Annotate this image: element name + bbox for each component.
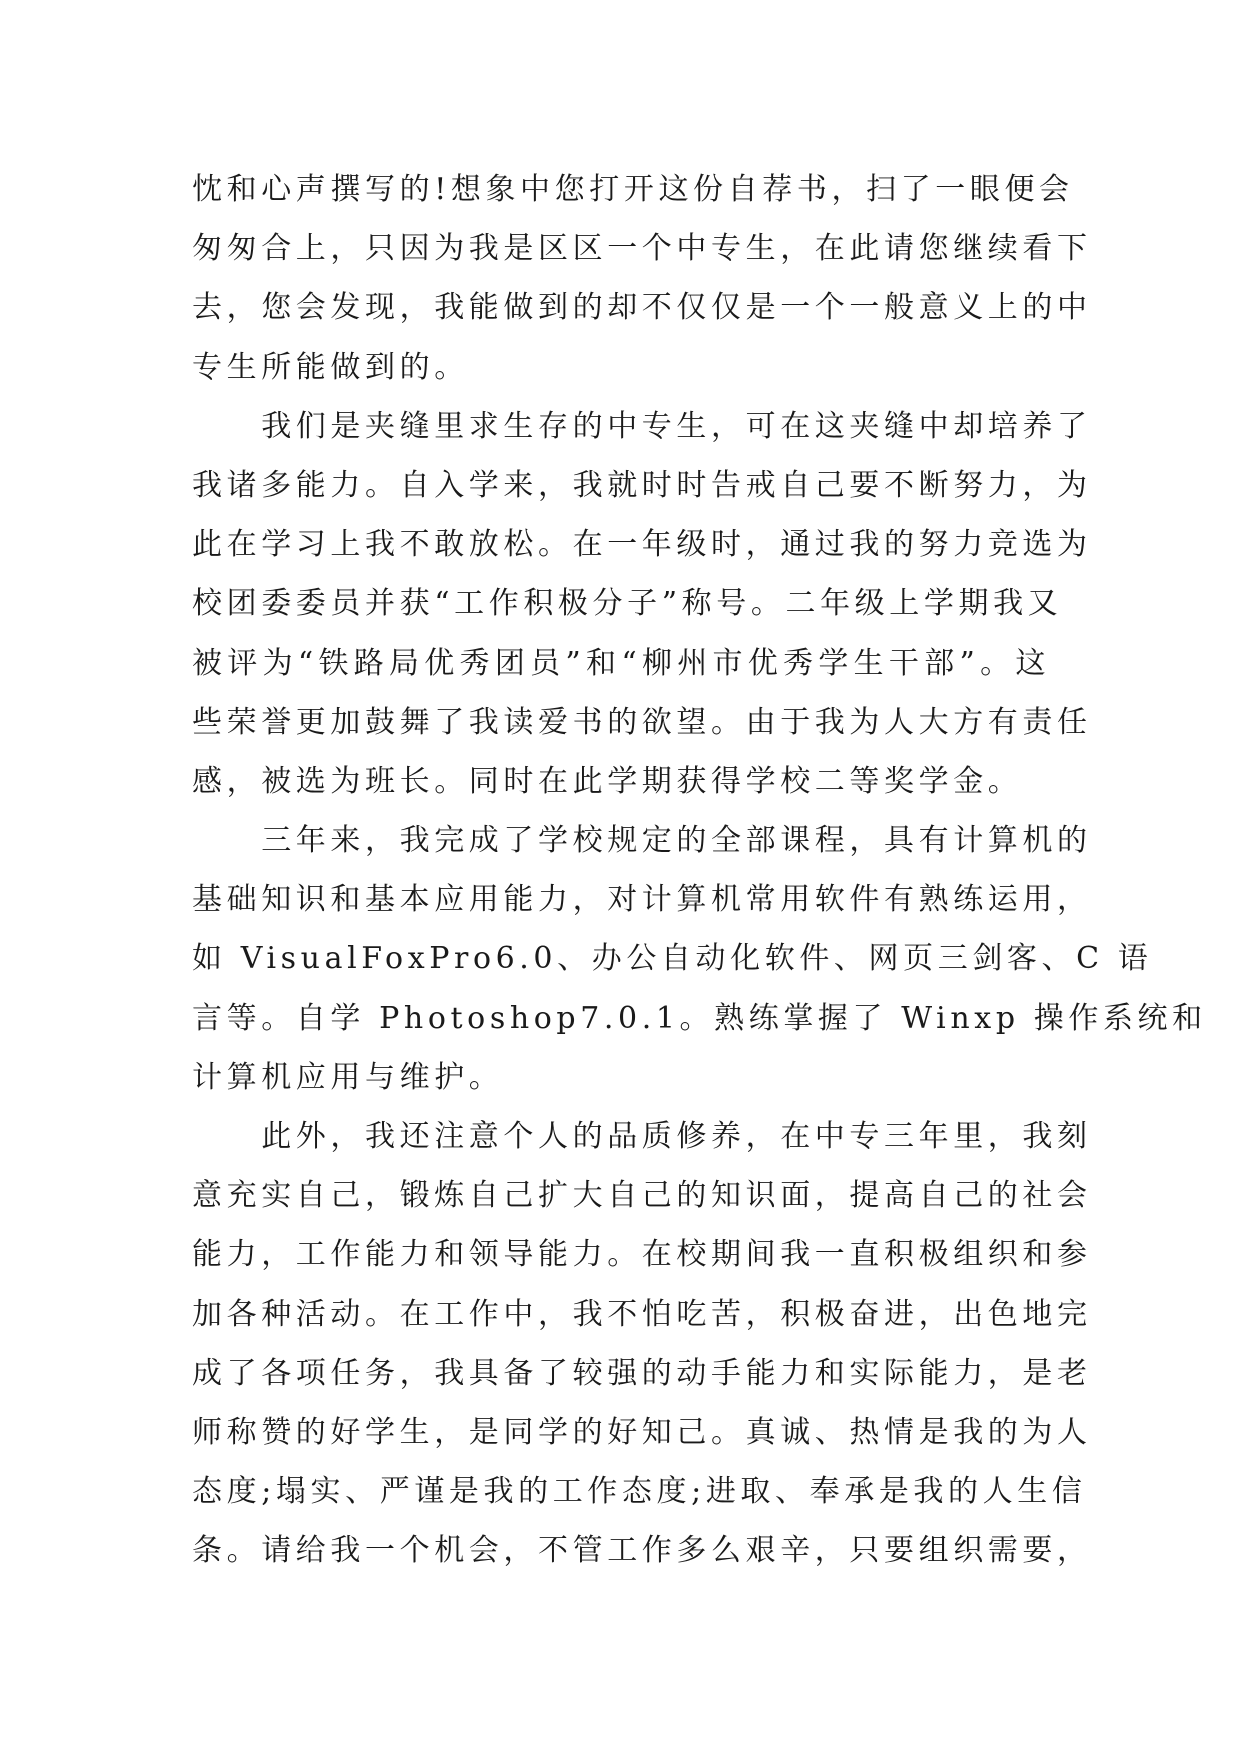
text-line: 感，被选为班长。同时在此学期获得学校二等奖学金。 — [192, 763, 1023, 799]
text-line: 我们是夹缝里求生存的中专生，可在这夹缝中却培养了 — [192, 408, 1092, 444]
text-line: 校团委委员并获“工作积极分子”称号。二年级上学期我又 — [192, 586, 1063, 622]
text-line: 能力，工作能力和领导能力。在校期间我一直积极组织和参 — [192, 1237, 1092, 1273]
document-body — [192, 160, 1207, 1581]
text-line: 些荣誉更加鼓舞了我读爱书的欲望。由于我为人大方有责任 — [192, 704, 1092, 740]
text-line: 此外，我还注意个人的品质修养，在中专三年里，我刻 — [192, 1119, 1092, 1154]
text-line: 态度;塌实、严谨是我的工作态度;进取、奉承是我的人生信 — [192, 1474, 1087, 1510]
text-line: 师称赞的好学生，是同学的好知己。真诚、热情是我的为人 — [192, 1414, 1092, 1450]
text-line: 言等。自学 Photoshop7.0.1。熟练掌握了 Winxp 操作系统和 — [192, 1000, 1207, 1036]
text-line: 匆匆合上，只因为我是区区一个中专生，在此请您继续看下 — [192, 231, 1092, 267]
text-line: 被评为“铁路局优秀团员”和“柳州市优秀学生干部”。这 — [192, 645, 1050, 681]
text-line: 专生所能做到的。 — [192, 349, 469, 385]
text-line: 我诸多能力。自入学来，我就时时告戒自己要不断努力，为 — [192, 467, 1092, 503]
text-line: 加各种活动。在工作中，我不怕吃苦，积极奋进，出色地完 — [192, 1296, 1092, 1332]
text-line: 此在学习上我不敢放松。在一年级时，通过我的努力竞选为 — [192, 527, 1092, 563]
text-line: 意充实自己，锻炼自己扩大自己的知识面，提高自己的社会 — [192, 1178, 1092, 1214]
text-line: 基础知识和基本应用能力，对计算机常用软件有熟练运用， — [192, 882, 1092, 918]
text-line: 忱和心声撰写的!想象中您打开这份自荐书，扫了一眼便会 — [192, 172, 1074, 207]
text-line: 计算机应用与维护。 — [192, 1059, 504, 1095]
text-line: 如 VisualFoxPro6.0、办公自动化软件、网页三剑客、C 语 — [192, 941, 1153, 977]
text-line: 三年来，我完成了学校规定的全部课程，具有计算机的 — [192, 823, 1092, 859]
text-line: 成了各项任务，我具备了较强的动手能力和实际能力，是老 — [192, 1355, 1092, 1391]
text-line: 去，您会发现，我能做到的却不仅仅是一个一般意义上的中 — [192, 290, 1092, 326]
text-line: 条。请给我一个机会，不管工作多么艰辛，只要组织需要， — [192, 1533, 1092, 1569]
